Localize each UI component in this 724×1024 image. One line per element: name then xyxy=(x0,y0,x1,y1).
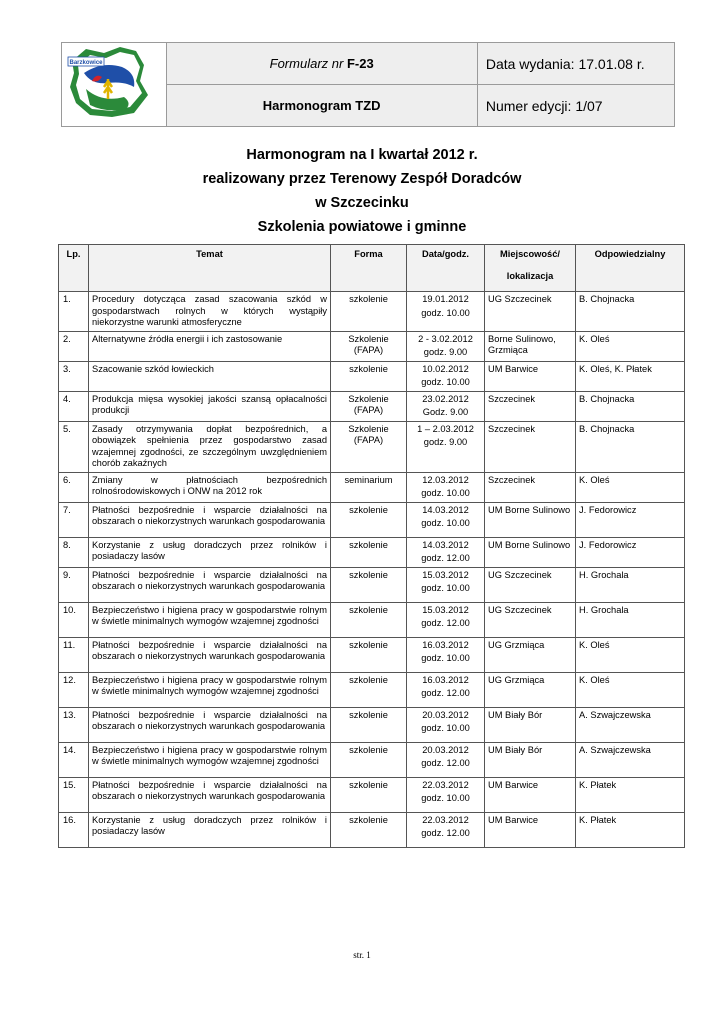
row-responsible: K. Oleś xyxy=(576,331,685,361)
row-topic: Płatności bezpośrednie i wsparcie działalności na obszarach o niekorzystnych warunkach gospodarowania xyxy=(89,637,331,672)
row-time-value: Godz. 9.00 xyxy=(422,407,469,417)
issue-date: Data wydania: 17.01.08 r. xyxy=(477,43,674,85)
row-time-value: godz. 10.00 xyxy=(421,793,470,803)
row-date xyxy=(407,707,485,742)
table-row xyxy=(59,331,685,361)
row-lp: 7. xyxy=(59,502,89,537)
row-lp: 4. xyxy=(59,391,89,421)
row-lp: 13. xyxy=(59,707,89,742)
row-time-value: godz. 12.00 xyxy=(421,758,470,768)
page-number: str. 1 xyxy=(353,950,371,960)
table-row xyxy=(59,421,685,472)
form-number-cell xyxy=(166,43,477,85)
row-location: Szczecinek xyxy=(485,421,576,472)
row-lp: 11. xyxy=(59,637,89,672)
header-location-line2: lokalizacja xyxy=(506,270,554,281)
table-row xyxy=(59,472,685,502)
row-date xyxy=(407,391,485,421)
row-date-value: 14.03.2012 xyxy=(422,504,469,515)
row-topic: Bezpieczeństwo i higiena pracy w gospodarstwie rolnym w świetle minimalnych wymogów wzajemnej zgodności xyxy=(89,672,331,707)
row-time-value: godz. 10.00 xyxy=(421,653,470,663)
title-line: Harmonogram na I kwartał 2012 r. xyxy=(246,147,478,163)
row-responsible: J. Fedorowicz xyxy=(576,502,685,537)
row-topic: Korzystanie z usług doradczych przez rolników i posiadaczy lasów xyxy=(89,812,331,847)
row-date-value: 12.03.2012 xyxy=(422,474,469,485)
row-date-value: 15.03.2012 xyxy=(422,569,469,580)
table-row xyxy=(59,537,685,567)
table-row xyxy=(59,391,685,421)
row-time-value: godz. 10.00 xyxy=(421,307,470,318)
table-row xyxy=(59,672,685,707)
row-date-value: 14.03.2012 xyxy=(422,539,469,550)
row-form: szkolenie xyxy=(331,707,407,742)
logo-cell xyxy=(62,43,167,127)
row-date-value: 22.03.2012 xyxy=(422,814,469,825)
row-location: UM Barwice xyxy=(485,812,576,847)
row-form: szkolenie xyxy=(331,777,407,812)
row-location: Szczecinek xyxy=(485,472,576,502)
row-location: UG Szczecinek xyxy=(485,602,576,637)
row-date xyxy=(407,812,485,847)
edition-number: Numer edycji: 1/07 xyxy=(477,85,674,127)
row-location: UG Szczecinek xyxy=(485,567,576,602)
row-lp: 8. xyxy=(59,537,89,567)
row-location: UG Grzmiąca xyxy=(485,637,576,672)
row-responsible: B. Chojnacka xyxy=(576,421,685,472)
row-form: szkolenie xyxy=(331,672,407,707)
row-responsible: A. Szwajczewska xyxy=(576,707,685,742)
row-form: szkolenie xyxy=(331,502,407,537)
row-date-value: 16.03.2012 xyxy=(422,674,469,685)
row-topic: Produkcja mięsa wysokiej jakości szansą opłacalności produkcji xyxy=(89,391,331,421)
row-location: UG Szczecinek xyxy=(485,292,576,332)
row-topic: Zasady otrzymywania dopłat bezpośrednich, a obowiązek spełnienia przez gospodarstwo zasad wzajemnej zgodności, ze szczególnym uwzględnieniem chorób zakaźnych xyxy=(89,421,331,472)
row-responsible: K. Oleś xyxy=(576,672,685,707)
row-lp: 3. xyxy=(59,361,89,391)
row-responsible: H. Grochala xyxy=(576,567,685,602)
document-header xyxy=(61,42,675,127)
row-topic: Płatności bezpośrednie i wsparcie działalności na obszarach o niekorzystnych warunkach gospodarowania xyxy=(89,502,331,537)
row-form: Szkolenie (FAPA) xyxy=(331,331,407,361)
header-lp: Lp. xyxy=(59,245,89,292)
row-time-value: godz. 9.00 xyxy=(423,347,468,357)
title-line: w Szczecinku xyxy=(315,195,409,211)
row-location: UM Borne Sulinowo xyxy=(485,537,576,567)
row-responsible: K. Oleś xyxy=(576,472,685,502)
row-time-value: godz. 10.00 xyxy=(421,723,470,733)
row-form: szkolenie xyxy=(331,637,407,672)
table-row xyxy=(59,812,685,847)
row-topic: Bezpieczeństwo i higiena pracy w gospodarstwie rolnym w świetle minimalnych wymogów wzajemnej zgodności xyxy=(89,602,331,637)
logo-text: Barzkowice xyxy=(69,60,103,66)
row-date xyxy=(407,777,485,812)
row-date-value: 23.02.2012 xyxy=(422,393,469,404)
row-topic: Bezpieczeństwo i higiena pracy w gospodarstwie rolnym w świetle minimalnych wymogów wzajemnej zgodności xyxy=(89,742,331,777)
row-date xyxy=(407,637,485,672)
row-form: szkolenie xyxy=(331,742,407,777)
form-prefix: Formularz nr xyxy=(269,56,344,71)
header-forma: Forma xyxy=(331,245,407,292)
row-form: szkolenie xyxy=(331,292,407,332)
row-responsible: K. Płatek xyxy=(576,812,685,847)
title-line: realizowany przez Terenowy Zespół Doradców xyxy=(202,171,522,187)
row-topic: Zmiany w płatnościach bezpośrednich rolnośrodowiskowych i ONW na 2012 rok xyxy=(89,472,331,502)
header-date: Data/godz. xyxy=(407,245,485,292)
row-lp: 14. xyxy=(59,742,89,777)
row-topic: Płatności bezpośrednie i wsparcie działalności na obszarach o niekorzystnych warunkach gospodarowania xyxy=(89,777,331,812)
row-location: Szczecinek xyxy=(485,391,576,421)
row-date xyxy=(407,537,485,567)
row-lp: 6. xyxy=(59,472,89,502)
row-topic: Płatności bezpośrednie i wsparcie działalności na obszarach o niekorzystnych warunkach gospodarowania xyxy=(89,567,331,602)
row-location: UM Borne Sulinowo xyxy=(485,502,576,537)
header-location xyxy=(485,245,576,292)
barzkowice-logo xyxy=(62,43,158,121)
row-form: szkolenie xyxy=(331,602,407,637)
row-lp: 9. xyxy=(59,567,89,602)
row-lp: 5. xyxy=(59,421,89,472)
document-title: Harmonogram TZD xyxy=(166,85,477,127)
header-location-line1: Miejscowość/ xyxy=(500,249,560,259)
header-responsible: Odpowiedzialny xyxy=(576,245,685,292)
row-time-value: godz. 12.00 xyxy=(421,828,470,838)
row-location: UM Barwice xyxy=(485,361,576,391)
row-date xyxy=(407,421,485,472)
row-responsible: H. Grochala xyxy=(576,602,685,637)
row-date-value: 1 – 2.03.2012 xyxy=(417,423,474,434)
row-responsible: B. Chojnacka xyxy=(576,292,685,332)
row-lp: 1. xyxy=(59,292,89,332)
table-row xyxy=(59,292,685,332)
schedule-table xyxy=(58,244,685,848)
row-location: UM Barwice xyxy=(485,777,576,812)
table-row xyxy=(59,602,685,637)
title-line: Szkolenia powiatowe i gminne xyxy=(257,219,467,235)
row-lp: 10. xyxy=(59,602,89,637)
row-lp: 2. xyxy=(59,331,89,361)
page-title xyxy=(0,143,724,239)
row-date xyxy=(407,567,485,602)
row-location: UM Biały Bór xyxy=(485,742,576,777)
row-location: Borne Sulinowo, Grzmiąca xyxy=(485,331,576,361)
row-form: Szkolenie (FAPA) xyxy=(331,391,407,421)
row-form: szkolenie xyxy=(331,567,407,602)
table-row xyxy=(59,361,685,391)
table-header-row xyxy=(59,245,685,292)
row-date-value: 10.02.2012 xyxy=(422,363,469,374)
row-lp: 12. xyxy=(59,672,89,707)
row-date xyxy=(407,672,485,707)
row-form: seminarium xyxy=(331,472,407,502)
row-time-value: godz. 10.00 xyxy=(421,518,470,528)
row-topic: Procedury dotycząca zasad szacowania szkód w gospodarstwach rolnych w których wystąpiły niekorzystne warunki atmosferyczne xyxy=(89,292,331,332)
row-date-value: 16.03.2012 xyxy=(422,639,469,650)
row-time-value: godz. 10.00 xyxy=(421,583,470,593)
table-row xyxy=(59,742,685,777)
row-date-value: 20.03.2012 xyxy=(422,744,469,755)
row-date xyxy=(407,502,485,537)
table-row xyxy=(59,777,685,812)
row-form: Szkolenie (FAPA) xyxy=(331,421,407,472)
table-row xyxy=(59,637,685,672)
row-date xyxy=(407,742,485,777)
row-date xyxy=(407,361,485,391)
form-number: F-23 xyxy=(346,56,374,71)
table-row xyxy=(59,502,685,537)
table-row xyxy=(59,707,685,742)
row-form: szkolenie xyxy=(331,812,407,847)
row-date-value: 2 - 3.02.2012 xyxy=(418,333,473,344)
row-form: szkolenie xyxy=(331,537,407,567)
row-date-value: 19.01.2012 xyxy=(422,294,469,304)
row-location: UG Grzmiąca xyxy=(485,672,576,707)
row-topic: Alternatywne źródła energii i ich zastosowanie xyxy=(89,331,331,361)
row-responsible: J. Fedorowicz xyxy=(576,537,685,567)
row-time-value: godz. 9.00 xyxy=(423,437,468,447)
row-date xyxy=(407,331,485,361)
row-time-value: godz. 10.00 xyxy=(421,488,470,498)
row-responsible: K. Płatek xyxy=(576,777,685,812)
row-date xyxy=(407,472,485,502)
row-time-value: godz. 12.00 xyxy=(421,688,470,698)
row-date-value: 20.03.2012 xyxy=(422,709,469,720)
row-topic: Płatności bezpośrednie i wsparcie działalności na obszarach o niekorzystnych warunkach gospodarowania xyxy=(89,707,331,742)
row-form: szkolenie xyxy=(331,361,407,391)
row-lp: 15. xyxy=(59,777,89,812)
table-row xyxy=(59,567,685,602)
row-responsible: K. Oleś xyxy=(576,637,685,672)
row-responsible: K. Oleś, K. Płatek xyxy=(576,361,685,391)
row-topic: Szacowanie szkód łowieckich xyxy=(89,361,331,391)
row-responsible: B. Chojnacka xyxy=(576,391,685,421)
row-location: UM Biały Bór xyxy=(485,707,576,742)
row-date xyxy=(407,292,485,332)
row-date-value: 22.03.2012 xyxy=(422,779,469,790)
row-time-value: godz. 12.00 xyxy=(421,553,470,563)
row-time-value: godz. 12.00 xyxy=(421,618,470,628)
row-lp: 16. xyxy=(59,812,89,847)
header-temat: Temat xyxy=(89,245,331,292)
row-topic: Korzystanie z usług doradczych przez rolników i posiadaczy lasów xyxy=(89,537,331,567)
row-date-value: 15.03.2012 xyxy=(422,604,469,615)
row-responsible: A. Szwajczewska xyxy=(576,742,685,777)
row-time-value: godz. 10.00 xyxy=(421,377,470,387)
row-date xyxy=(407,602,485,637)
